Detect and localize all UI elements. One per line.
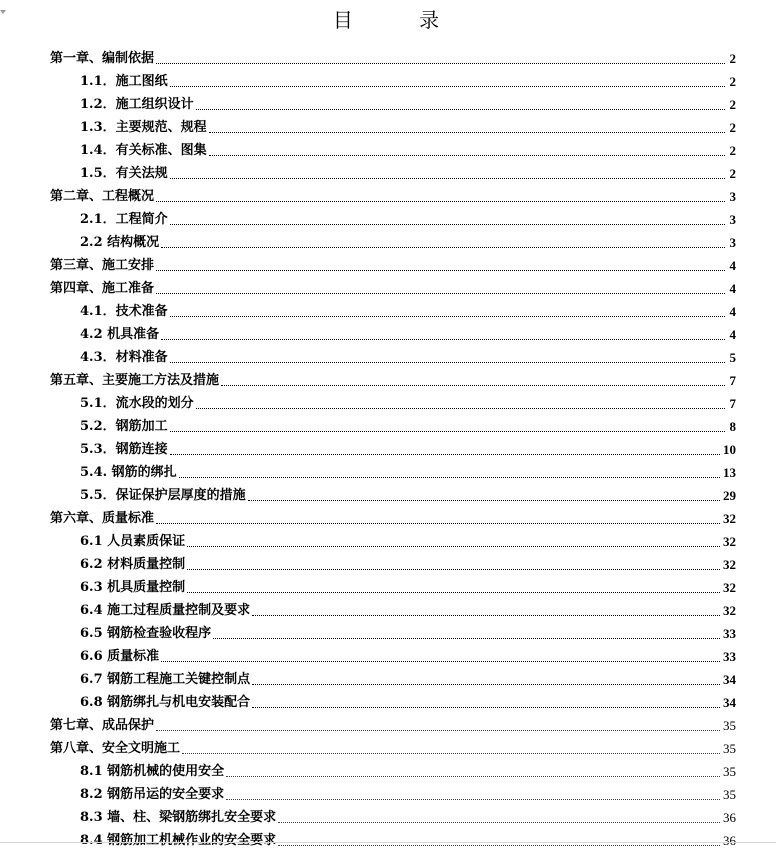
toc-section-entry[interactable] (50, 550, 736, 573)
toc-entry-page-number[interactable]: 3 (729, 235, 736, 250)
toc-section-entry[interactable] (50, 573, 736, 596)
toc-entry-label[interactable]: 6.2 材料质量控制 (80, 557, 186, 572)
toc-entry-label[interactable]: 第五章、主要施工方法及措施 (50, 373, 220, 388)
toc-section-entry[interactable] (50, 136, 736, 159)
toc-section-entry[interactable] (50, 665, 736, 688)
toc-entry-label[interactable]: 第七章、成品保护 (50, 718, 155, 733)
toc-entry-page-number[interactable]: 33 (723, 649, 736, 664)
toc-dot-leader (170, 430, 725, 432)
toc-entry-page-number[interactable]: 4 (729, 281, 736, 296)
toc-dot-leader (187, 545, 720, 547)
toc-dot-leader (182, 752, 720, 754)
toc-section-entry[interactable] (50, 389, 736, 412)
toc-entry-label[interactable]: 8.2 钢筋吊运的安全要求 (80, 787, 225, 802)
toc-dot-leader (209, 131, 725, 133)
toc-entry-label[interactable]: 8.4 钢筋加工机械作业的安全要求 (80, 833, 277, 848)
toc-entry-label[interactable]: 4.3．材料准备 (80, 350, 168, 365)
toc-dot-leader (221, 384, 725, 386)
toc-section-entry[interactable] (50, 412, 736, 435)
toc-dot-leader (196, 108, 725, 110)
toc-entry-label[interactable]: 第二章、工程概况 (50, 189, 155, 204)
toc-dot-leader (156, 522, 720, 524)
toc-section-entry[interactable] (50, 90, 736, 113)
toc-entry-page-number[interactable]: 35 (723, 787, 736, 802)
toc-entry-page-number[interactable]: 2 (729, 166, 736, 181)
toc-entry-page-number[interactable]: 29 (723, 488, 736, 503)
toc-entry-page-number[interactable]: 7 (729, 396, 736, 411)
toc-entry-page-number[interactable]: 36 (723, 810, 736, 825)
toc-entry-label[interactable]: 第四章、施工准备 (50, 281, 155, 296)
toc-entry-label[interactable]: 1.1．施工图纸 (80, 74, 168, 89)
toc-chapter-entry[interactable] (50, 182, 736, 205)
toc-entry-label[interactable]: 第三章、施工安排 (50, 258, 155, 273)
toc-entry-label[interactable]: 1.2．施工组织设计 (80, 97, 194, 112)
toc-dot-leader (278, 844, 720, 846)
toc-chapter-entry[interactable] (50, 734, 736, 757)
toc-section-entry[interactable] (50, 435, 736, 458)
toc-entry-page-number[interactable]: 7 (729, 373, 736, 388)
toc-entry-page-number[interactable]: 35 (723, 741, 736, 756)
toc-entry-page-number[interactable]: 33 (723, 626, 736, 641)
toc-dot-leader (161, 338, 725, 340)
toc-entry-page-number[interactable]: 4 (729, 258, 736, 273)
toc-section-entry[interactable] (50, 343, 736, 366)
toc-dot-leader (156, 729, 720, 731)
toc-entry-label[interactable]: 8.1 钢筋机械的使用安全 (80, 764, 225, 779)
toc-entry-label[interactable]: 2.2 结构概况 (80, 235, 160, 250)
toc-entry-label[interactable]: 第八章、安全文明施工 (50, 741, 181, 756)
toc-entry-page-number[interactable]: 2 (729, 74, 736, 89)
toc-entry-page-number[interactable]: 8 (729, 419, 736, 434)
toc-dot-leader (213, 637, 720, 639)
toc-entry-label[interactable]: 6.8 钢筋绑扎与机电安装配合 (80, 695, 251, 710)
toc-entry-page-number[interactable]: 2 (729, 143, 736, 158)
page-bottom-divider (0, 842, 776, 843)
toc-entry-page-number[interactable]: 35 (723, 718, 736, 733)
toc-entry-label[interactable]: 4.2 机具准备 (80, 327, 160, 342)
toc-chapter-entry[interactable] (50, 504, 736, 527)
toc-dot-leader (161, 660, 720, 662)
toc-section-entry[interactable] (50, 113, 736, 136)
toc-entry-label[interactable]: 5.1．流水段的划分 (80, 396, 194, 411)
toc-entry-page-number[interactable]: 32 (723, 603, 736, 618)
toc-dot-leader (170, 453, 720, 455)
toc-entry-label[interactable]: 5.4. 钢筋的绑扎 (80, 465, 177, 480)
toc-section-entry[interactable] (50, 619, 736, 642)
toc-entry-label[interactable]: 第一章、编制依据 (50, 51, 155, 66)
toc-dot-leader (170, 315, 725, 317)
toc-section-entry[interactable] (50, 688, 736, 711)
toc-dot-leader (248, 499, 720, 501)
toc-section-entry[interactable] (50, 527, 736, 550)
toc-section-entry[interactable] (50, 458, 736, 481)
toc-dot-leader (179, 476, 720, 478)
toc-entry-page-number[interactable]: 10 (723, 442, 736, 457)
toc-dot-leader (170, 85, 725, 87)
toc-chapter-entry[interactable] (50, 274, 736, 297)
table-of-contents (50, 44, 736, 849)
toc-entry-page-number[interactable]: 4 (729, 304, 736, 319)
toc-entry-page-number[interactable]: 36 (723, 833, 736, 848)
toc-dot-leader (209, 154, 725, 156)
toc-section-entry[interactable] (50, 205, 736, 228)
toc-dot-leader (187, 568, 720, 570)
toc-section-entry[interactable] (50, 297, 736, 320)
toc-section-entry[interactable] (50, 757, 736, 780)
toc-section-entry[interactable] (50, 159, 736, 182)
toc-entry-page-number[interactable]: 3 (729, 189, 736, 204)
toc-entry-page-number[interactable]: 34 (723, 672, 736, 687)
toc-entry-page-number[interactable]: 2 (729, 97, 736, 112)
toc-entry-label[interactable]: 6.7 钢筋工程施工关键控制点 (80, 672, 251, 687)
toc-section-entry[interactable] (50, 228, 736, 251)
toc-entry-label[interactable]: 1.4．有关标准、图集 (80, 143, 207, 158)
toc-entry-page-number[interactable]: 2 (729, 120, 736, 135)
toc-entry-label[interactable]: 5.3．钢筋连接 (80, 442, 168, 457)
toc-chapter-entry[interactable] (50, 711, 736, 734)
toc-dot-leader (170, 177, 725, 179)
toc-entry-label[interactable]: 6.1 人员素质保证 (80, 534, 186, 549)
toc-section-entry[interactable] (50, 67, 736, 90)
toc-entry-label[interactable]: 4.1．技术准备 (80, 304, 168, 319)
toc-entry-page-number[interactable]: 32 (723, 511, 736, 526)
toc-title: 目 录 (332, 8, 470, 32)
toc-dot-leader (226, 775, 720, 777)
toc-dot-leader (156, 200, 725, 202)
toc-entry-label[interactable]: 6.6 质量标准 (80, 649, 160, 664)
toc-entry-page-number[interactable]: 34 (723, 695, 736, 710)
toc-dot-leader (156, 292, 725, 294)
toc-entry-page-number[interactable]: 32 (723, 557, 736, 572)
toc-section-entry[interactable] (50, 596, 736, 619)
toc-entry-label[interactable]: 1.3．主要规范、规程 (80, 120, 207, 135)
toc-dot-leader (161, 246, 725, 248)
toc-entry-label[interactable]: 5.2．钢筋加工 (80, 419, 168, 434)
toc-entry-page-number[interactable]: 32 (723, 534, 736, 549)
toc-entry-page-number[interactable]: 32 (723, 580, 736, 595)
toc-entry-label[interactable]: 6.5 钢筋检查验收程序 (80, 626, 212, 641)
toc-section-entry[interactable] (50, 642, 736, 665)
toc-dot-leader (196, 407, 725, 409)
toc-entry-page-number[interactable]: 4 (729, 327, 736, 342)
toc-section-entry[interactable] (50, 826, 736, 849)
toc-entry-page-number[interactable]: 13 (723, 465, 736, 480)
toc-entry-label[interactable]: 6.4 施工过程质量控制及要求 (80, 603, 251, 618)
toc-entry-label[interactable]: 6.3 机具质量控制 (80, 580, 186, 595)
toc-chapter-entry[interactable] (50, 44, 736, 67)
toc-dot-leader (187, 591, 720, 593)
toc-dot-leader (278, 821, 720, 823)
toc-entry-page-number[interactable]: 3 (729, 212, 736, 227)
toc-entry-label[interactable]: 2.1．工程简介 (80, 212, 168, 227)
toc-section-entry[interactable] (50, 803, 736, 826)
toc-entry-label[interactable]: 5.5．保证保护层厚度的措施 (80, 488, 246, 503)
toc-dot-leader (156, 269, 725, 271)
toc-dot-leader (252, 614, 720, 616)
toc-entry-page-number[interactable]: 5 (729, 350, 736, 365)
toc-entry-label[interactable]: 第六章、质量标准 (50, 511, 155, 526)
toc-entry-label[interactable]: 8.3 墙、柱、梁钢筋绑扎安全要求 (80, 810, 277, 825)
toc-dot-leader (252, 706, 720, 708)
toc-entry-label[interactable]: 1.5．有关法规 (80, 166, 168, 181)
toc-entry-page-number[interactable]: 2 (729, 51, 736, 66)
toc-section-entry[interactable] (50, 320, 736, 343)
toc-dot-leader (156, 62, 725, 64)
toc-dot-leader (226, 798, 720, 800)
toc-entry-page-number[interactable]: 35 (723, 764, 736, 779)
toc-dot-leader (170, 223, 725, 225)
toc-section-entry[interactable] (50, 780, 736, 803)
toc-chapter-entry[interactable] (50, 251, 736, 274)
toc-chapter-entry[interactable] (50, 366, 736, 389)
toc-dot-leader (252, 683, 720, 685)
toc-dot-leader (170, 361, 725, 363)
toc-section-entry[interactable] (50, 481, 736, 504)
